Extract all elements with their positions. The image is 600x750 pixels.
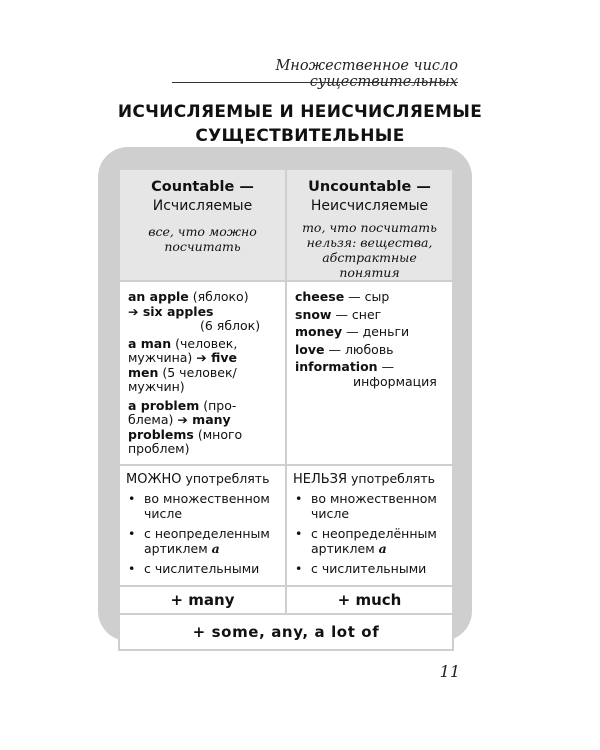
example-plural: problems [128,426,194,442]
running-head: Множественное число существительных [275,58,458,90]
countable-header-cell [119,169,286,281]
usage-row [119,465,453,586]
list-item [293,526,448,556]
uncountable-header-cell [286,169,453,281]
page-number: 11 [439,662,460,681]
page-title [100,100,500,148]
example-translation: — деньги [342,324,410,339]
countable-description-line: посчитать [164,239,241,254]
plus-many-cell: + many [119,586,286,614]
quantifier-row [119,586,453,614]
countable-examples-cell [119,281,286,465]
list-item-text: с числительными [144,560,260,576]
uncountable-description [287,220,452,280]
shared-quantifier-row [119,614,453,650]
article-letter: a [211,540,220,556]
example-money [295,325,446,340]
example-word: cheese [295,289,345,304]
example-plural: ➔ many [177,412,231,427]
example-problem [128,399,279,457]
bullet-icon: • [295,490,303,506]
usage-verb: употреблять [347,470,436,486]
example-translation: (6 яблок) [200,318,261,333]
example-word: an apple [128,289,189,304]
uncountable-heading: Uncountable — [308,179,431,195]
countable-usage-cell [119,465,286,586]
example-dash: — [377,359,395,374]
usage-lead [126,471,281,487]
countable-heading-ru: Исчисляемые [152,198,253,214]
plus-some-any-cell: + some, any, a lot of [119,614,453,650]
countable-heading: Countable — [151,179,254,195]
example-translation: — снег [331,306,382,322]
nouns-table [118,168,454,651]
uncountable-examples-cell [286,281,453,465]
example-translation: (про- [199,397,237,413]
bullet-icon: • [295,525,303,541]
header-rule [172,82,458,83]
example-word: information [295,359,378,374]
bullet-icon: • [295,560,303,576]
example-plural: men [128,364,159,380]
page-title-line-2: СУЩЕСТВИТЕЛЬНЫЕ [195,126,405,146]
example-apple [128,290,279,334]
usage-keyword: МОЖНО [126,471,182,487]
usage-verb: употреблять [181,470,270,486]
bullet-icon: • [128,560,136,576]
example-translation: (5 человек/ [158,364,237,380]
example-word: snow [295,306,332,322]
example-snow [295,308,446,323]
uncountable-description-line: нельзя: вещества, [306,235,433,250]
example-word: love [295,341,325,357]
example-word: a man [128,335,172,351]
example-word: a problem [128,397,200,413]
list-item [293,561,448,576]
usage-lead [293,471,448,487]
list-item-text: во множественном числе [311,490,437,521]
example-translation: мужчин) [128,379,185,394]
bullet-icon: • [128,490,136,506]
uncountable-usage-cell [286,465,453,586]
example-word: money [295,324,343,339]
example-translation: блема) [128,412,178,427]
example-translation: — сыр [344,289,390,304]
example-plural: ➔ six apples [128,303,214,319]
list-item-text: с неопределенным артиклем [144,525,270,556]
example-translation: (яблоко) [188,289,249,304]
uncountable-usage-list [293,491,448,576]
example-man [128,337,279,395]
example-translation: (человек, [171,335,238,351]
example-love [295,343,446,358]
example-cheese [295,290,446,305]
example-translation: информация [353,373,437,389]
example-information [295,360,446,389]
countable-usage-list [126,491,281,576]
examples-row [119,281,453,465]
example-translation: (много [193,426,243,442]
list-item [293,491,448,521]
example-translation: мужчина) [128,350,197,365]
article-letter: a [378,540,387,556]
uncountable-description-line: то, что посчитать [302,220,437,235]
countable-description-line: все, что можно [148,224,257,239]
uncountable-description-line: абстрактные [322,250,417,265]
page-title-line-1: ИСЧИСЛЯЕМЫЕ И НЕИСЧИСЛЯЕМЫЕ [117,102,483,122]
list-item [126,491,281,521]
example-plural: ➔ five [196,350,237,365]
countable-description [120,224,285,254]
example-translation: — любовь [324,341,394,357]
list-item-text: во множественном числе [144,490,270,521]
bullet-icon: • [128,525,136,541]
usage-keyword: НЕЛЬЗЯ [293,471,348,487]
uncountable-heading-ru: Неисчисляемые [310,198,429,214]
list-item-text: с числительными [311,560,427,576]
list-item [126,526,281,556]
list-item-text: с неопределённым артиклем [311,525,437,556]
example-translation: проблем) [128,441,190,456]
header-row [119,169,453,281]
uncountable-description-line: понятия [339,265,400,280]
plus-much-cell: + much [286,586,453,614]
list-item [126,561,281,576]
